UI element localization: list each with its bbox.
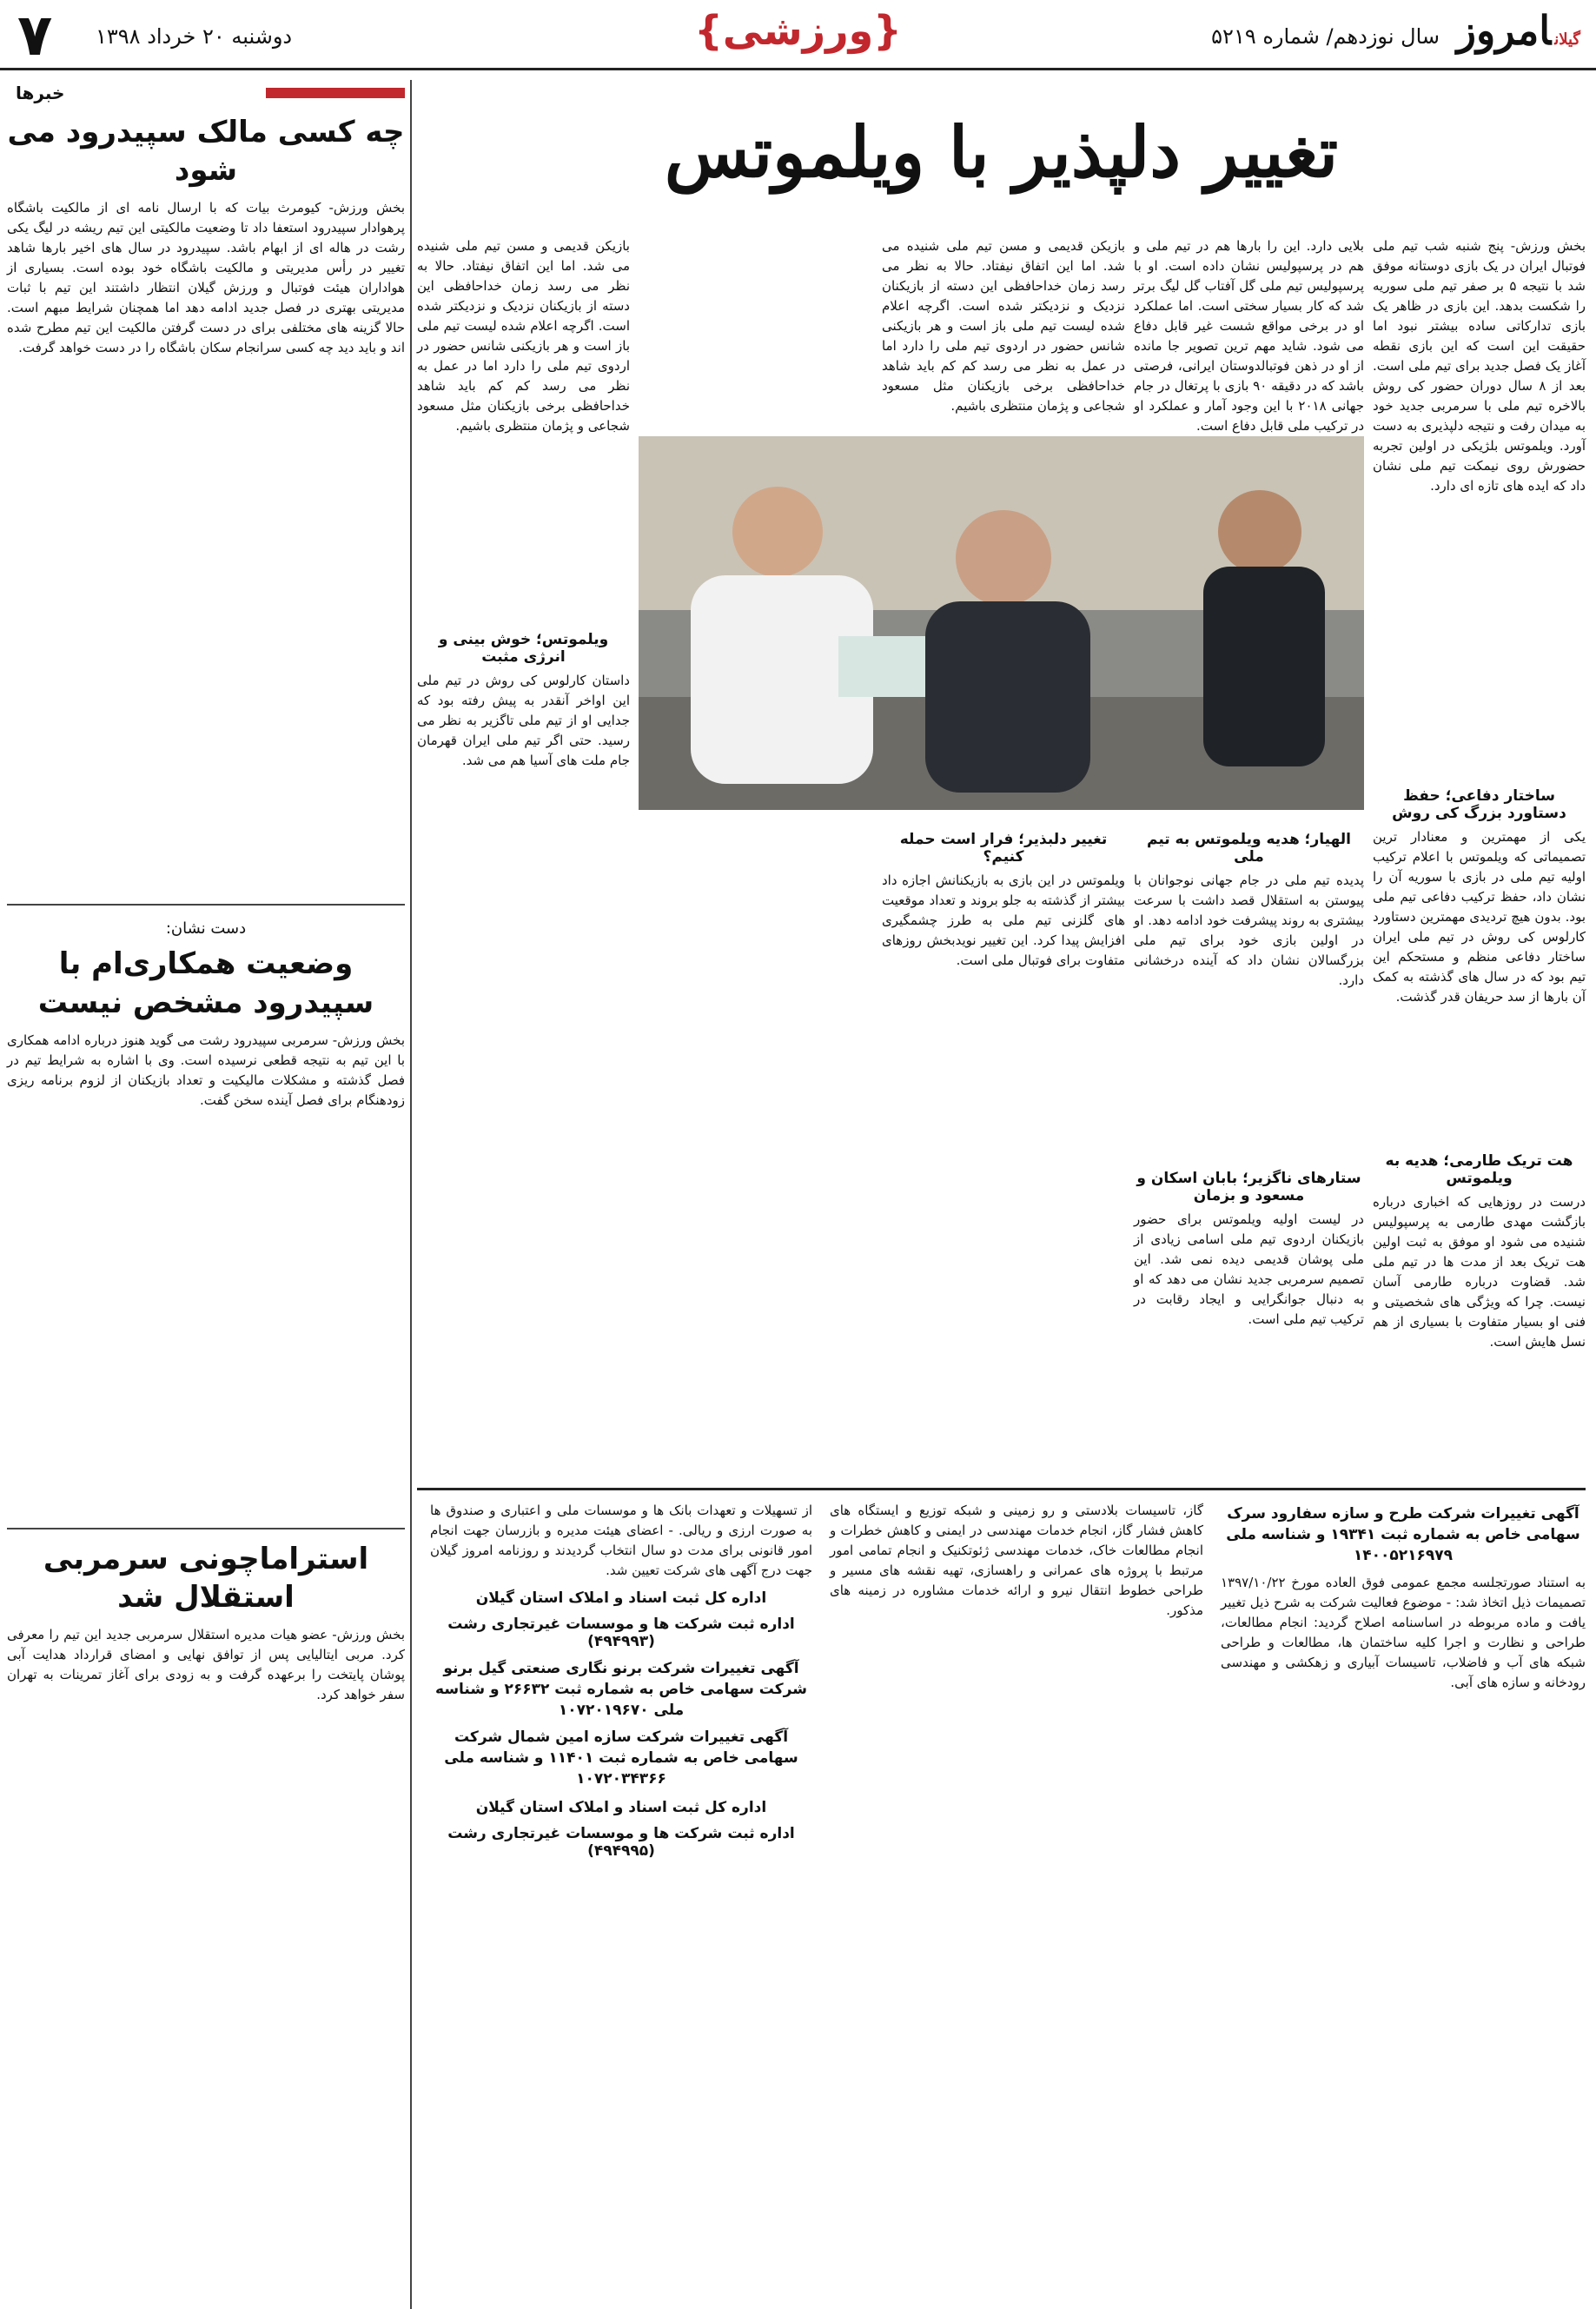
- article-col3-text: بازیکن قدیمی و مسن تیم ملی شنیده می شد. اما این اتفاق نیفتاد. حالا به نظر می رسد زمان خداحافظی این دسته از بازیکنان نزدیک و نزدیکتر شده است. اگرچه اعلام شده لیست تیم ملی باز است و هر بازیکنی شانس حضور در اردوی تیم ملی را دارد اما در عمل به نظر می رسد کم کم باید شاهد خداحافظی برخی بازیکنان مثل مسعود شجاعی و پژمان منتظری باشیم.: [882, 238, 1125, 414]
- subhead-2: هت تریک طارمی؛ هدیه به ویلموتس: [1385, 1152, 1573, 1187]
- story2-kicker: دست نشان:: [165, 919, 247, 939]
- news-tag: خبرها: [16, 83, 65, 103]
- article-lead: بخش ورزش- پنج شنبه شب تیم ملی فوتبال ایران در یک بازی دوستانه موفق شد با نتیجه ۵ بر صفر تیم ملی سوریه را شکست بدهد. این بازی در ظاهر یک بازی تدارکاتی ساده بیشتر نبود اما حقیقت این است که این بازی نقطه آغاز یک فصل جدید برای تیم ملی است. بعد از ۸ سال دوران حضور کی روش بالاخره تیم ملی با سرمربی جدید خود به میدان رفت و نتیجه دلپذیری به دست آورد. ویلموتس بلژیکی در اولین تجربه حضورش روی نیمکت تیم ملی نشان داد که ایده های تازه ای دارد.: [1373, 238, 1586, 494]
- ad-1-title: آگهی تغییرات شرکت طرح و سازه سفارود سرک سهامی خاص به شماره ثبت ۱۹۳۴۱ و شناسه ملی ۱۴۰۰۵۲۱۶۹۷۹: [1226, 1505, 1580, 1564]
- main-article: [417, 80, 1586, 1479]
- ad-3-body: از تسهیلات و تعهدات بانک ها و موسسات ملی و اعتباری و صندوق ها به صورت ارزی و ریالی. - اعضای هیئت مدیره و بازرسان جهت انجام امور قانونی برای مدت دو سال انتخاب گردیدند و روزنامه امروز گیلان جهت درج آگهی های شرکت تعیین شد.: [430, 1503, 812, 1578]
- news-sidebar: [7, 80, 412, 2309]
- article-col-2: [1134, 236, 1364, 1479]
- article-col-3: [882, 236, 1125, 1479]
- section-title: {ورزشی}: [694, 7, 902, 54]
- divider: [7, 1528, 405, 1529]
- article-col2-text: بلایی دارد. این را بارها هم در تیم ملی و هم در پرسپولیس نشان داده است. او با پرسپولیس تیم ملی گل آفتاب گل لیگ برتر شد که کار بسیار سختی است. اما عملکرد او در برخی مواقع شست غیر قابل دفاع می شود. شاید مهم ترین تصویر جا مانده از او در ذهن فوتبالدوستان ایرانی، فرصتی باشد که در دقیقه ۹۰ بازی با پرتغال در جام جهانی ۲۰۱۸ با این وجود آمار و عملکرد او در ترکیب ملی قابل دفاع است.: [1134, 238, 1365, 434]
- section-label: ورزشی: [722, 7, 874, 54]
- logo-sub: گیلان: [1554, 30, 1580, 49]
- divider: [7, 904, 405, 906]
- subhead-3-body: در لیست اولیه ویلموتس برای حضور بازیکنان اردوی تیم ملی اسامی زیادی از ملی پوشان قدیمی دیده نمی شد. این تصمیم سرمربی جدید نشان می دهد که او به دنبال جوانگرایی و ایجاد رقابت در ترکیب تیم ملی است.: [1134, 1211, 1364, 1327]
- ad-3-title2: آگهی تغییرات شرکت سازه امین شمال شرکت سهامی خاص به شماره ثبت ۱۱۴۰۱ و شناسه ملی ۱۰۷۲۰۳۴۳۶۶: [444, 1728, 798, 1788]
- photo-spacer: [1134, 410, 1364, 819]
- story3-body: بخش ورزش- عضو هیات مدیره استقلال سرمربی جدید این تیم را معرفی کرد. مربی ایتالیایی پس از توافق نهایی و امضای قرارداد هدایت آبی پوشان پایتخت را برعهده گرفت و به زودی برای آغاز تمرینات به تهران سفر خواهد کرد.: [7, 1627, 405, 1703]
- masthead-logo: [1457, 7, 1580, 54]
- issue-number: سال نوزدهم/ شماره ۵۲۱۹: [1211, 24, 1440, 49]
- article-col4-b: داستان کارلوس کی روش در تیم ملی این اواخر آنقدر به پیش رفته بود که جدایی او از تیم ملی تاگزیر به نظر می رسید. حتی اگر تیم ملی ایران قهرمان جام ملت های آسیا هم می شد.: [417, 673, 630, 768]
- ad-3-sign3: اداره کل ثبت اسناد و املاک استان گیلان: [475, 1798, 767, 1816]
- story1-body: بخش ورزش- کیومرث بیات که با ارسال نامه ای از مالکیت باشگاه پرهوادار سپیدرود استعفا داد تا وضعیت مالکیتی این تیم ریشه در لیگ یکی رشت در هاله ای از ابهام باشد. سپیدرود در سال های اخیر بارها شاهد تغییر در رأس مدیریتی و مالکیت باشگاه خود بوده است. بسیاری از هواداران هیئت فوتبال و ورزش گیلان انتظار داشتند این تیم با ثبات مدیریتی بهتری در فصل جدید ادامه دهد اما همچنان شرایط مبهم است. حالا گزینه های مختلفی برای در دست گرفتن مالکیت این تیم مطرح شده اند و باید دید چه کسی سرانجام سکان باشگاه را در دست خواهد گرفت.: [7, 200, 405, 356]
- article-col4-text: بازیکن قدیمی و مسن تیم ملی شنیده می شد. اما این اتفاق نیفتاد. حالا به نظر می رسد زمان خداحافظی این دسته از بازیکنان نزدیک و نزدیکتر شده است. اگرچه اعلام شده لیست تیم ملی باز است و هر بازیکنی شانس حضور در اردوی تیم ملی را دارد اما در عمل به نظر می رسد کم کم باید شاهد خداحافظی برخی بازیکنان مثل مسعود شجاعی و پژمان منتظری باشیم.: [417, 238, 630, 434]
- page-header: [0, 0, 1596, 70]
- ad-1: [1221, 1501, 1586, 2300]
- ad-3-sign: اداره کل ثبت اسناد و املاک استان گیلان: [475, 1589, 767, 1607]
- subhead-5: تغییر دلبذیر؛ فرار است حمله کنیم؟: [899, 831, 1108, 866]
- subhead-1: ساختار دفاعی؛ حفظ دستاورد بزرگ کی روش: [1392, 787, 1566, 822]
- article-columns: [417, 236, 1586, 1479]
- ad-3-sign2: اداره ثبت شرکت ها و موسسات غیرتجاری رشت (۴۹۴۹۹۳): [447, 1616, 795, 1650]
- story3-title: استراماچونی سرمربی استقلال شد: [43, 1541, 369, 1615]
- issue-date: دوشنبه ۲۰ خرداد ۱۳۹۸: [96, 24, 293, 49]
- logo-text: امروز: [1456, 7, 1552, 54]
- subhead-3: ستارهای ناگزیر؛ بابان اسکان و مسعود و بزمان: [1136, 1170, 1361, 1204]
- ads-section: [417, 1488, 1586, 2300]
- story1-title: چه کسی مالک سپیدرود می شود: [7, 115, 405, 189]
- ad-3: [430, 1501, 812, 2300]
- article-col-4: [417, 236, 630, 1479]
- ad-1-body: به استناد صورتجلسه مجمع عمومی فوق العاده مورخ ۱۳۹۷/۱۰/۲۲ تصمیمات ذیل اتخاذ شد: - موضوع فعالیت شرکت به شرح ذیل تغییر یافت و ماده مربوطه در اساسنامه اصلاح گردید: انجام مطالعات، طراحی و نظارت و اجرا کلیه ساختمان ها، مطالعات و طراحی شبکه های آب و فاضلاب، تاسیسات آبیاری و زهکشی و مهندسی رودخانه و سازه های آبی.: [1221, 1575, 1586, 1691]
- ad-3-sign4: اداره ثبت شرکت ها و موسسات غیرتجاری رشت (۴۹۴۹۹۵): [447, 1824, 795, 1860]
- subhead-4-body: پدیده تیم ملی در جام جهانی نوجوانان با پیوستن به استقلال قصد داشت با سرعت بیشتری به روند پیشرفت خود ادامه دهد. او در اولین بازی خود برای تیم ملی بزرگسالان نشان داد که آینده درخشانی دارد.: [1134, 873, 1364, 988]
- ad-2-body: گاز، تاسیسات بلادستی و رو زمینی و شبکه توزیع و ایستگاه های کاهش فشار گاز، انجام خدمات مهندسی در ایمنی و کاهش خطرات و انجام مطالعات خاک، خدمات مهندسی ژئوتکنیک و انجام تمامی امور مرتبط با پروژه های عمرانی و راهسازی، تهیه نقشه های مسیر و طراحی خطوط انتقال نیرو و ارائه خدمات مشاوره در زمینه های مذکور.: [830, 1503, 1203, 1618]
- article-headline: تغییر دلپذیر با ویلموتس: [664, 111, 1339, 193]
- story2-title: وضعیت همکاری‌ام با سپیدرود مشخص نیست: [37, 946, 374, 1020]
- photo-spacer: [882, 410, 1125, 819]
- tag-bar: [266, 88, 405, 98]
- ad-3-title: آگهی تغییرات شرکت برنو نگاری صنعتی گیل برنو شرکت سهامی خاص به شماره ثبت ۲۶۶۳۲ و شناسه ملی ۱۰۷۲۰۱۹۶۷۰: [435, 1660, 807, 1719]
- subhead-2-body: درست در روزهایی که اخباری درباره بازگشت مهدی طارمی به پرسپولیس شنیده می شود او موفق به ثبت اولین هت تریک بعد از مدت ها در تیم ملی شد. قضاوت درباره طارمی آسان نیست. چرا که ویژگی های شخصیتی و فنی او بسیار متفاوت با بسیاری از هم نسل هایش است.: [1373, 1194, 1586, 1350]
- subhead-4: الهیار؛ هدیه ویلموتس به تیم ملی: [1146, 831, 1352, 866]
- photo-caption: ویلموتس؛ خوش بینی و انرژی مثبت: [438, 631, 609, 666]
- subhead-1-body: یکی از مهمترین و معنادار ترین تصمیماتی که ویلموتس با اعلام ترکیب اولیه تیم ملی در بازی با سوریه آن را نشان داد، حفظ ترکیب دفاعی تیم ملی بود. بدون هیچ تردیدی مهمترین دستاورد کارلوس کی روش در تیم ملی ایران ساختار دفاعی منظم و مستحکم این تیم بود که در سال های گذشته به کمک آن بارها از سد حریفان قدر گذشت.: [1373, 829, 1586, 1005]
- news-tag-row: [7, 80, 405, 106]
- subhead-5-body: ویلموتس در این بازی به بازیکنانش اجازه داد بیشتر از گذشته به جلو بروند و تعداد موقعیت های گلزنی تیم ملی به طرز چشمگیری افزایش پیدا کرد. این تغییر نویدبخش روزهای متفاوت برای فوتبال ملی است.: [882, 873, 1125, 968]
- ad-2: [830, 1501, 1203, 2300]
- page-number: ۷: [17, 2, 53, 69]
- article-col-1: [1373, 236, 1586, 1479]
- story2-body: بخش ورزش- سرمربی سپیدرود رشت می گوید هنوز درباره ادامه همکاری با این تیم به نتیجه قطعی نرسیده است. وی با اشاره به شرایط تیم در فصل گذشته و مشکلات مالیکیت و تعداد بازیکنان از لزوم برنامه ریزی زودهنگام برای فصل آینده سخن گفت.: [7, 1032, 405, 1108]
